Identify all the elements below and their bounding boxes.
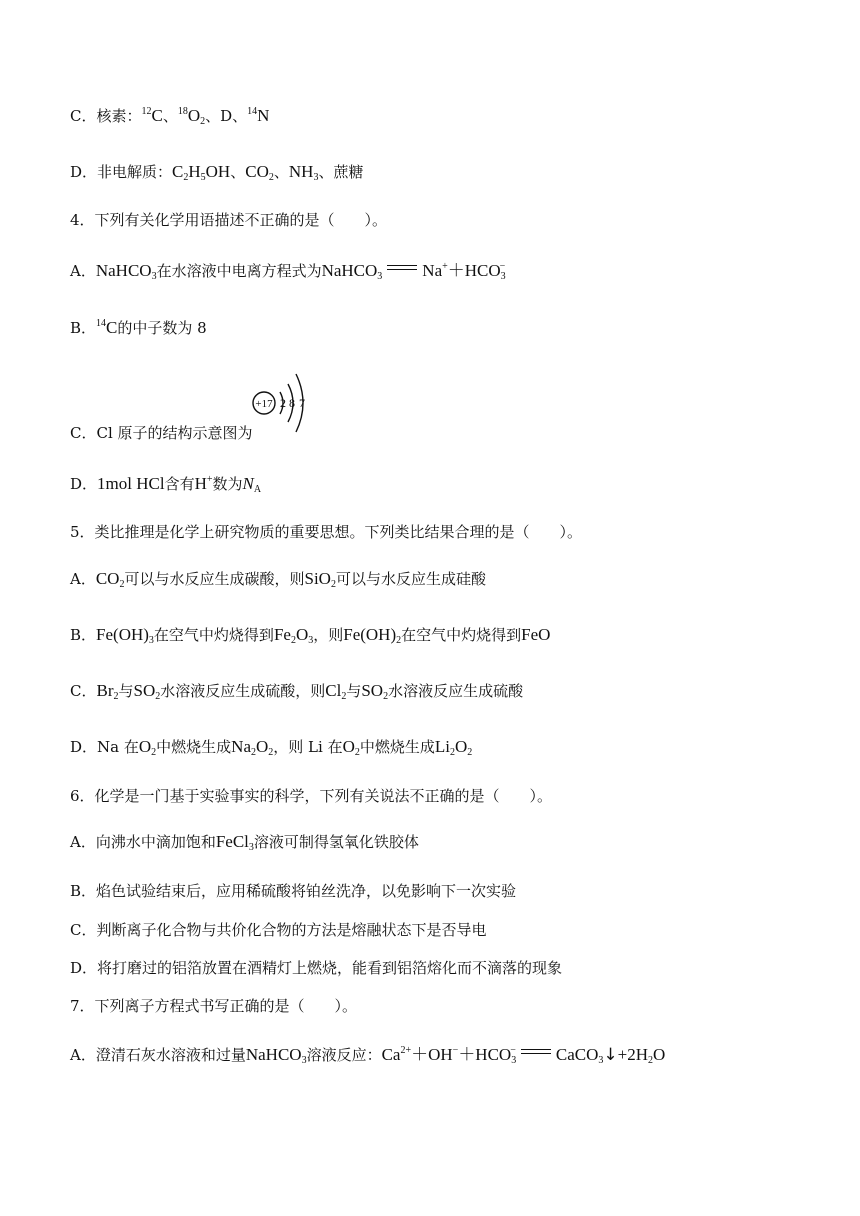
q4-option-d: D．1mol HCl含有H+数为$N_A$	[70, 474, 262, 495]
equals-sign	[521, 1049, 551, 1057]
chlorine-atom-structure-diagram	[250, 368, 320, 438]
q4-option-a: A．NaHCO$_3$在水溶液中电离方程式为NaHCO$_3$ $Na^++HCO_3^-$	[70, 261, 506, 282]
q7-option-a: A．澄清石灰水溶液和过量NaHCO$_3$溶液反应：$Ca^{2+}+OH^-+HCO_3^-$ $CaCO_3↓+2H_2O$	[70, 1045, 666, 1066]
q6-option-c: C．判断离子化合物与共价化合物的方法是熔融状态下是否导电	[70, 921, 487, 939]
question-5: 5．类比推理是化学上研究物质的重要思想。下列类比结果合理的是（ ）。	[70, 523, 583, 541]
q5-option-a: A．$CO_2$可以与水反应生成碳酸，则SiO$_2$可以与水反应生成硅酸	[70, 569, 486, 590]
q6-option-a: A．向沸水中滴加饱和FeCl$_3$溶液可制得氢氧化铁胶体	[70, 832, 419, 853]
question-6: 6．化学是一门基于实验事实的科学，下列有关说法不正确的是（ ）。	[70, 787, 553, 805]
option-d-nonelectrolytes: D．非电解质：$C_2H_5OH$、$CO_2$、$NH_3$、蔗糖	[70, 162, 364, 183]
option-c-nuclides: C．核素：$^{12}$C、$^{18}O_2$、D、$^{14}$N	[70, 106, 270, 127]
equals-sign	[387, 265, 417, 273]
q4-option-b: B．$^{14}$C的中子数为 8	[70, 318, 207, 337]
q5-option-c: C．$Br_2$与$SO_2$水溶液反应生成硫酸，则$Cl_2$与$SO_2$水溶液反应生成硫酸	[70, 681, 524, 702]
q6-option-d: D．将打磨过的铝箔放置在酒精灯上燃烧，能看到铝箔熔化而不滴落的现象	[70, 959, 563, 977]
q6-option-b: B．焰色试验结束后，应用稀硫酸将铂丝洗净，以免影响下一次实验	[70, 882, 517, 900]
nucleus-charge: +17	[255, 398, 273, 410]
q4-option-c: C．Cl 原子的结构示意图为	[70, 424, 253, 442]
question-7: 7．下列离子方程式书写正确的是（ ）。	[70, 997, 358, 1015]
shell-1-electrons: 2	[280, 396, 286, 410]
shell-2-electrons: 8	[289, 396, 295, 410]
q5-option-d: D．Na 在$O_2$中燃烧生成$Na_2O_2$，则 Li 在$O_2$中燃烧生成$Li_2O_2$	[70, 737, 473, 758]
q5-option-b: B．$Fe(OH)_3$在空气中灼烧得到$Fe_2O_3$，则$Fe(OH)_2$在空气中灼烧得到FeO	[70, 625, 551, 646]
question-4: 4．下列有关化学用语描述不正确的是（ ）。	[70, 211, 388, 229]
shell-3-electrons: 7	[299, 396, 305, 410]
